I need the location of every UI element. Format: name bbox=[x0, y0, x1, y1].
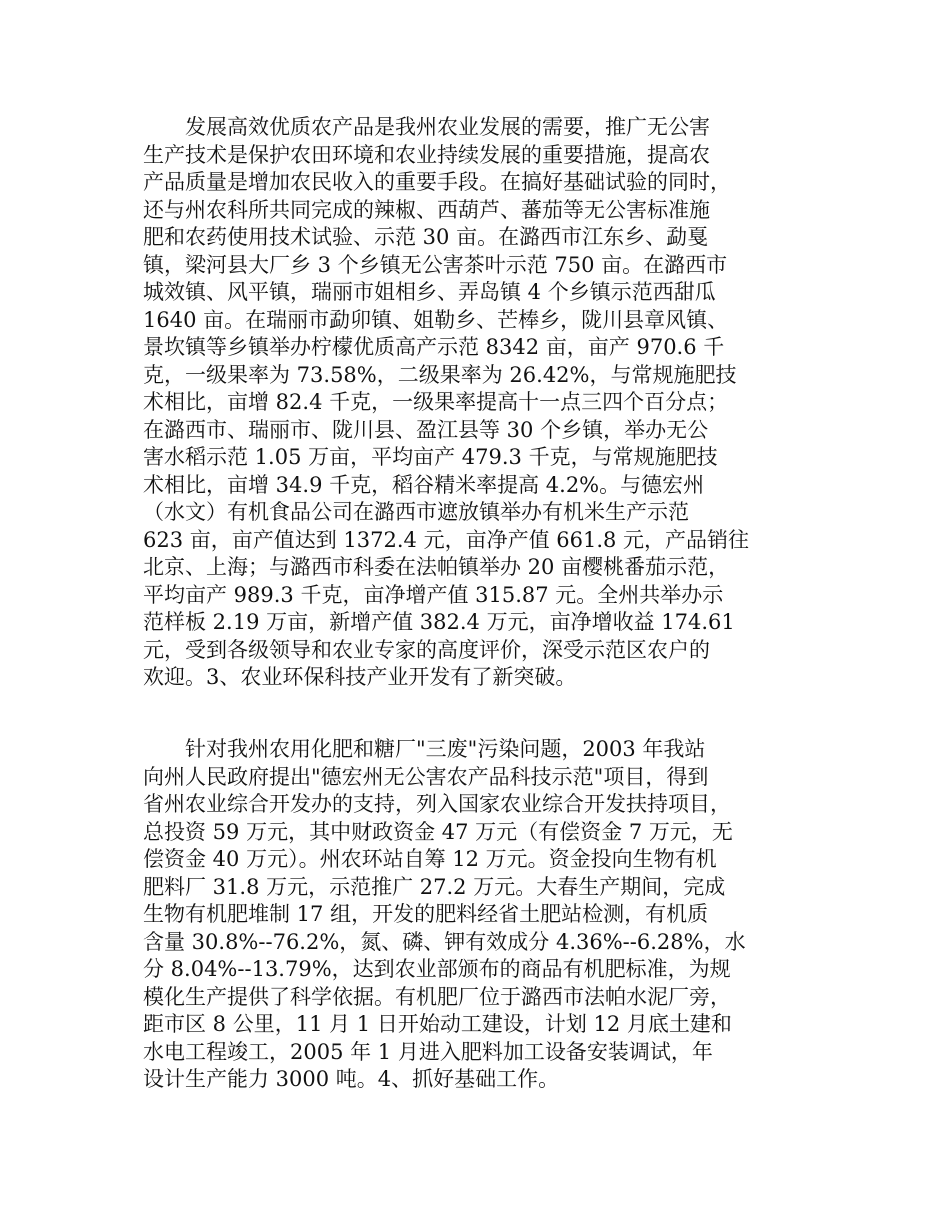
text-line: 产品质量是增加农民收入的重要手段。在搞好基础试验的同时， bbox=[143, 170, 731, 194]
text-line: 生物有机肥堆制 17 组，开发的肥料经省土肥站检测，有机质 bbox=[143, 902, 709, 926]
text-line: 生产技术是保护农田环境和农业持续发展的重要措施，提高农 bbox=[143, 142, 710, 167]
text-line: 城效镇、风平镇，瑞丽市姐相乡、弄岛镇 4 个乡镇示范西甜瓜 bbox=[143, 280, 716, 304]
text-line: 设计生产能力 3000 吨。4、抓好基础工作。 bbox=[143, 1067, 560, 1091]
text-line: 术相比，亩增 82.4 千克，一级果率提高十一点三四个百分点； bbox=[143, 390, 729, 414]
text-line: 肥料厂 31.8 万元，示范推广 27.2 万元。大春生产期间，完成 bbox=[143, 874, 726, 899]
text-line: 在潞西市、瑞丽市、陇川县、盈江县等 30 个乡镇，举办无公 bbox=[143, 417, 709, 442]
text-line: 向州人民政府提出"德宏州无公害农产品科技示范"项目，得到 bbox=[143, 764, 709, 789]
text-line: 分 8.04%--13.79%，达到农业部颁布的商品有机肥标准，为规 bbox=[143, 957, 731, 981]
text-line: 害水稻示范 1.05 万亩，平均亩产 479.3 千克，与常规施肥技 bbox=[143, 445, 718, 469]
text-line: 肥和农药使用技术试验、示范 30 亩。在潞西市江东乡、勐戛 bbox=[143, 225, 709, 249]
text-line: 克，一级果率为 73.58%，二级果率为 26.42%，与常规施肥技 bbox=[143, 362, 737, 387]
text-line: 欢迎。3、农业环保科技产业开发有了新突破。 bbox=[143, 665, 577, 689]
text-line: 景坎镇等乡镇举办柠檬优质高产示范 8342 亩，亩产 970.6 千 bbox=[143, 335, 725, 359]
text-line: 含量 30.8%--76.2%，氮、磷、钾有效成分 4.36%--6.28%，水 bbox=[143, 929, 746, 954]
text-line: 模化生产提供了科学依据。有机肥厂位于潞西市法帕水泥厂旁， bbox=[143, 984, 731, 1009]
text-line: 针对我州农用化肥和糖厂"三废"污染问题，2003 年我站 bbox=[143, 737, 706, 761]
paragraph-demonstration-results bbox=[143, 114, 823, 692]
text-line: 北京、上海；与潞西市科委在法帕镇举办 20 亩樱桃番茄示范， bbox=[143, 555, 730, 579]
text-line: 偿资金 40 万元）。州农环站自筹 12 万元。资金投向生物有机 bbox=[143, 847, 717, 871]
text-line: 还与州农科所共同完成的辣椒、西葫芦、蕃茄等无公害标准施 bbox=[143, 197, 710, 222]
paragraph-fertilizer-project bbox=[143, 736, 823, 1094]
text-line: 省州农业综合开发办的支持，列入国家农业综合开发扶持项目， bbox=[143, 792, 731, 816]
text-line: 1640 亩。在瑞丽市勐卯镇、姐勒乡、芒棒乡，陇川县章风镇、 bbox=[143, 307, 729, 332]
text-line: 镇，梁河县大厂乡 3 个乡镇无公害茶叶示范 750 亩。在潞西市 bbox=[143, 252, 728, 277]
text-line: 平均亩产 989.3 千克，亩净增产值 315.87 元。全州共举办示 bbox=[143, 582, 724, 607]
text-line: 发展高效优质农产品是我州农业发展的需要，推广无公害 bbox=[143, 115, 710, 139]
text-line: （水文）有机食品公司在潞西市遮放镇举办有机米生产示范 bbox=[143, 500, 689, 524]
text-line: 总投资 59 万元，其中财政资金 47 万元（有偿资金 7 万元，无 bbox=[143, 819, 733, 844]
text-line: 术相比，亩增 34.9 千克，稻谷精米率提高 4.2%。与德宏州 bbox=[143, 472, 705, 497]
text-line: 水电工程竣工，2005 年 1 月进入肥料加工设备安装调试，年 bbox=[143, 1039, 713, 1064]
text-line: 元，受到各级领导和农业专家的高度评价，深受示范区农户的 bbox=[143, 637, 710, 662]
text-line: 623 亩，亩产值达到 1372.4 元，亩净产值 661.8 元，产品销往 bbox=[143, 527, 750, 552]
text-line: 范样板 2.19 万亩，新增产值 382.4 万元，亩净增收益 174.61 bbox=[143, 610, 735, 634]
text-line: 距市区 8 公里，11 月 1 日开始动工建设，计划 12 月底土建和 bbox=[143, 1012, 732, 1036]
